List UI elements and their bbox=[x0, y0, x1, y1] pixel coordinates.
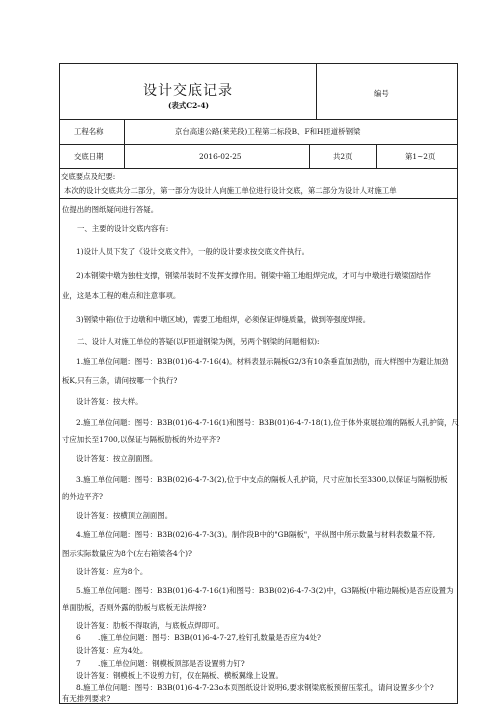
form-number: (表式C2-4) bbox=[168, 101, 210, 110]
question-3: 3.施工单位问题：图号：B3B(02)6-4-7-3(2),位于中支点的隔板人孔护筒，尺寸应加长至3300,以保证与隔板肋板 bbox=[76, 475, 448, 484]
date-value: 2016-02-25 bbox=[199, 152, 242, 161]
answer-4: 设计答复：应为8个。 bbox=[76, 567, 148, 576]
question-5: 5.施工单位问题：图号：B3B(01)6-4-7-16(1)和图号：B3B(02)6-4-7-3(2)中，G3隔板(中箱边隔板)是否应设置为 bbox=[76, 586, 454, 595]
answer-3: 设计答复：按横顶立剖面图。 bbox=[76, 511, 173, 520]
answer-1: 设计答复：按大样。 bbox=[76, 397, 143, 406]
question-2: 2.施工单位问题：图号：B3B(01)6-4-7-16(1)和图号：B3B(01)6-4-7-18(1),位于体外束展拉端的隔板人孔护筒，尺 bbox=[76, 418, 459, 427]
header-divider bbox=[316, 63, 317, 119]
label-column-divider bbox=[124, 119, 125, 168]
question-8-cont: 有无排列要求? bbox=[62, 694, 111, 703]
question-4-cont: 图示实际数量应为8个(左右箱梁各4个)? bbox=[62, 549, 192, 558]
question-1-cont: 板K,只有三条，请问按哪一个执行? bbox=[62, 376, 178, 385]
disclosure-item-2: 2)本钢梁中墩为独柱支撑，钢梁吊装时不发挥支撑作用。钢梁中箱工地组焊完成，才可与中墩进行墩梁固结作 bbox=[76, 271, 431, 280]
intro-row-rule bbox=[59, 198, 458, 199]
page-title: 设计交底记录 bbox=[143, 83, 233, 99]
pages-total: 共2页 bbox=[333, 152, 353, 161]
project-row-rule bbox=[59, 144, 458, 145]
answer-2: 设计答复：按立剖面图。 bbox=[76, 454, 158, 463]
section-heading-2: 二、设计人对施工单位的答疑(以F匝道钢梁为例，另两个钢梁的问题相似): bbox=[77, 337, 320, 346]
question-2-cont: 寸应加长至1700,以保证与隔板肋板的外边平齐? bbox=[62, 435, 221, 444]
header-bottom-rule bbox=[59, 119, 458, 120]
question-1: 1.施工单位问题：图号：B3B(01)6-4-7-16(4)。材料表显示隔板G2/3有10条垂直加劲肋，而大样图中为避让加劲 bbox=[76, 357, 449, 366]
question-6-number: 6 bbox=[76, 633, 81, 642]
intro-line-1: 本次的设计交底共分二部分，第一部分为设计人向施工单位进行设计交底，第二部分为设计人对施工单 bbox=[64, 186, 397, 195]
section-heading-1: 一、主要的设计交底内容有: bbox=[77, 224, 169, 233]
answer-7: 设计答复：钢模板上不设剪力钉，仅在隔板、横板翼缘上设置。 bbox=[76, 671, 283, 680]
disclosure-item-1: 1)设计人员下发了《设计交底文件》，一般的设计要求按交底文件执行。 bbox=[76, 247, 309, 256]
answer-5: 设计答复：肋板不得取消，与底板点焊即可。 bbox=[76, 621, 224, 630]
date-label: 交底日期 bbox=[74, 152, 104, 161]
pages-divider bbox=[309, 144, 310, 168]
intro-line-2: 位提出的图纸疑问进行答疑。 bbox=[62, 205, 159, 214]
project-label: 工程名称 bbox=[74, 127, 104, 136]
question-3-cont: 的外边平齐? bbox=[62, 492, 103, 501]
number-label: 编号 bbox=[374, 89, 389, 98]
summary-label: 交底要点及纪要: bbox=[61, 172, 116, 181]
question-6: .施工单位问题：图号：B3B(01)6-4-7-27,栓钉孔数量是否应为4处? bbox=[98, 633, 321, 642]
question-5-cont: 单面肋板，否则外露的肋板与底板无法焊接? bbox=[62, 603, 207, 612]
question-8: 8.施工单位问题：图号：B3B(01)6-4-7-23o本页图纸设计说明6,要求钢梁底板预留压浆孔，请问设置多少个? bbox=[76, 683, 434, 692]
question-7: .施工单位问题：钢模板顶部是否设置剪力钉? bbox=[98, 659, 245, 668]
answer-6: 设计答复：应为4处。 bbox=[76, 646, 148, 655]
question-7-number: 7 bbox=[76, 659, 81, 668]
page-current: 第1~2页 bbox=[405, 152, 436, 161]
pages-divider-2 bbox=[376, 144, 377, 168]
question-4: 4.施工单位问题：图号：B3B(02)6-4-7-3(3)。制作段B中的"GB隔板"，平纵图中所示数量与材料表数量不符, bbox=[76, 530, 436, 539]
project-value: 京台高速公路(莱芜段)工程第二标段B、F和H匝道桥钢梁 bbox=[175, 127, 361, 136]
disclosure-item-3: 3)钢梁中箱(位于边墩和中墩区域)，需要工地组焊，必须保证焊缝质量，做到等强度焊接。 bbox=[76, 315, 371, 324]
disclosure-item-2-cont: 业，这是本工程的难点和注意事项。 bbox=[62, 291, 181, 300]
date-row-rule bbox=[59, 168, 458, 169]
